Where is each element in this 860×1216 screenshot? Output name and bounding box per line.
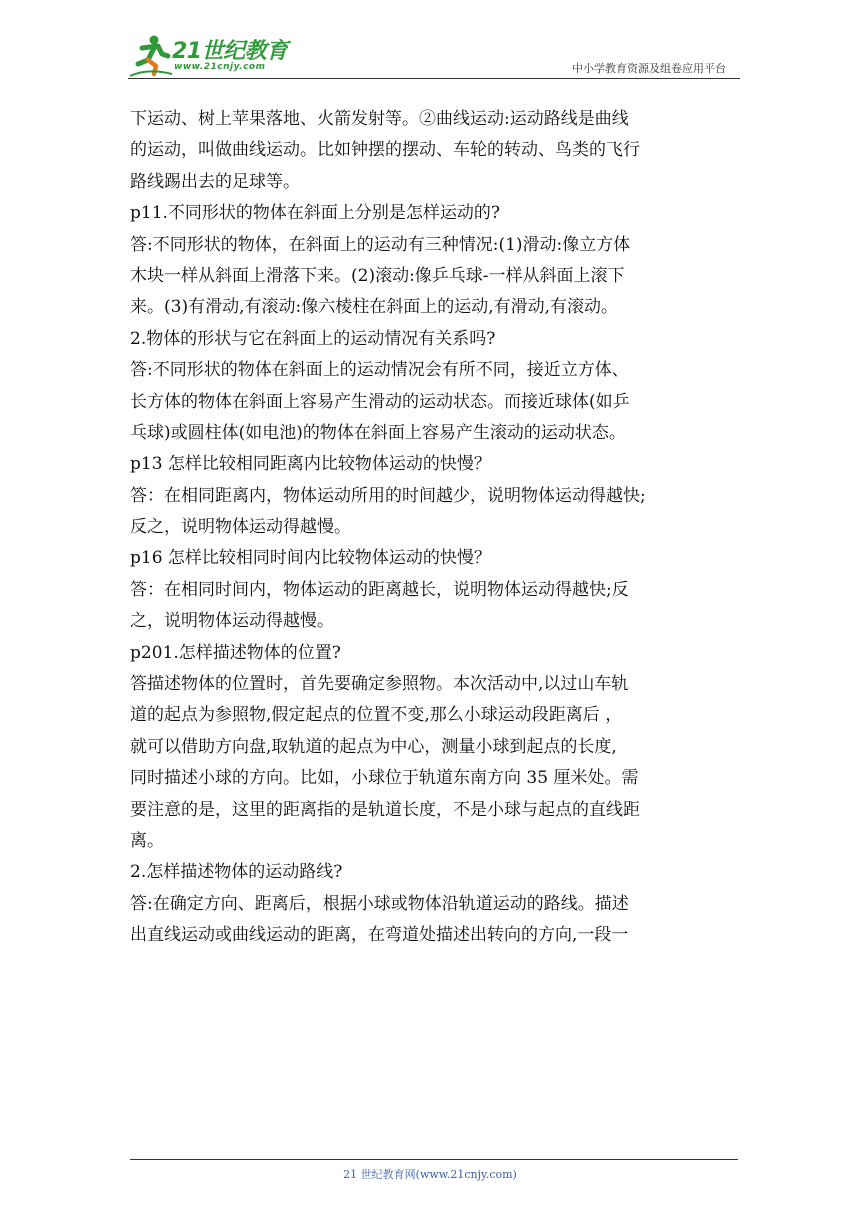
text-line: 答:不同形状的物体在斜面上的运动情况会有所不同，接近立方体、 — [130, 360, 629, 381]
text-line: 同时描述小球的方向。比如，小球位于轨道东南方向 35 厘米处。需 — [130, 768, 639, 789]
text-line: 的运动，叫做曲线运动。比如钟摆的摆动、车轮的转动、鸟类的飞行 — [130, 140, 640, 161]
site-logo[interactable] — [128, 34, 298, 78]
text-line: 就可以借助方向盘,取轨道的起点为中心，测量小球到起点的长度, — [130, 736, 617, 757]
question-line: 2.怎样描述物体的运动路线? — [130, 862, 343, 883]
text-line: 长方体的物体在斜面上容易产生滑动的运动状态。而接近球体(如乒 — [130, 391, 630, 412]
text-line: 反之，说明物体运动得越慢。 — [130, 517, 351, 538]
question-line: p201.怎样描述物体的位置? — [130, 642, 341, 663]
text-line: 来。(3)有滑动,有滚动:像六棱柱在斜面上的运动,有滑动,有滚动。 — [130, 297, 619, 318]
text-line: 道的起点为参照物,假定起点的位置不变,那么小球运动段距离后 ， — [130, 705, 623, 726]
text-line: 下运动、树上苹果落地、火箭发射等。②曲线运动:运动路线是曲线 — [130, 109, 629, 129]
text-line: 路线踢出去的足球等。 — [130, 171, 300, 192]
text-line: 乓球)或圆柱体(如电池)的物体在斜面上容易产生滚动的运动状态。 — [130, 422, 626, 443]
text-line: 之，说明物体运动得越慢。 — [130, 611, 334, 632]
text-line: 答：在相同距离内，物体运动所用的时间越少，说明物体运动得越快; — [130, 485, 646, 506]
question-line: p16 怎样比较相同时间内比较物体运动的快慢？ — [130, 548, 491, 569]
text-line: 木块一样从斜面上滑落下来。(2)滚动:像乒乓球-一样从斜面上滚下 — [130, 265, 625, 286]
runner-logo-icon — [128, 34, 174, 78]
text-line: 离。 — [130, 830, 164, 851]
text-line: 出直线运动或曲线运动的距离，在弯道处描述出转向的方向,一段一 — [130, 925, 629, 946]
page-header — [128, 30, 740, 82]
footer-divider — [130, 1159, 738, 1160]
footer-link[interactable]: 21 世纪教育网(www.21cnjy.com) — [343, 1168, 517, 1181]
header-platform-name: 中小学教育资源及组卷应用平台 — [572, 62, 726, 75]
question-line: p11.不同形状的物体在斜面上分别是怎样运动的? — [130, 203, 501, 224]
text-line: 答:不同形状的物体，在斜面上的运动有三种情况:(1)滑动:像立方体 — [130, 234, 631, 255]
text-line: 答描述物体的位置时，首先要确定参照物。本次活动中,以过山车轨 — [130, 674, 629, 695]
document-body — [130, 104, 736, 952]
text-line: 答：在相同时间内，物体运动的距离越长，说明物体运动得越快;反 — [130, 579, 629, 600]
text-line: 要注意的是，这里的距离指的是轨道长度，不是小球与起点的直线距 — [130, 799, 640, 820]
logo-text: 21世纪教育 — [172, 39, 288, 64]
question-line: p13 怎样比较相同距离内比较物体运动的快慢？ — [130, 454, 491, 475]
question-line: 2.物体的形状与它在斜面上的运动情况有关系吗? — [130, 328, 496, 349]
logo-url: www.21cnjy.com — [174, 62, 266, 72]
header-divider — [128, 78, 740, 79]
text-line: 答:在确定方向、距离后，根据小球或物体沿轨道运动的路线。描述 — [130, 893, 629, 914]
